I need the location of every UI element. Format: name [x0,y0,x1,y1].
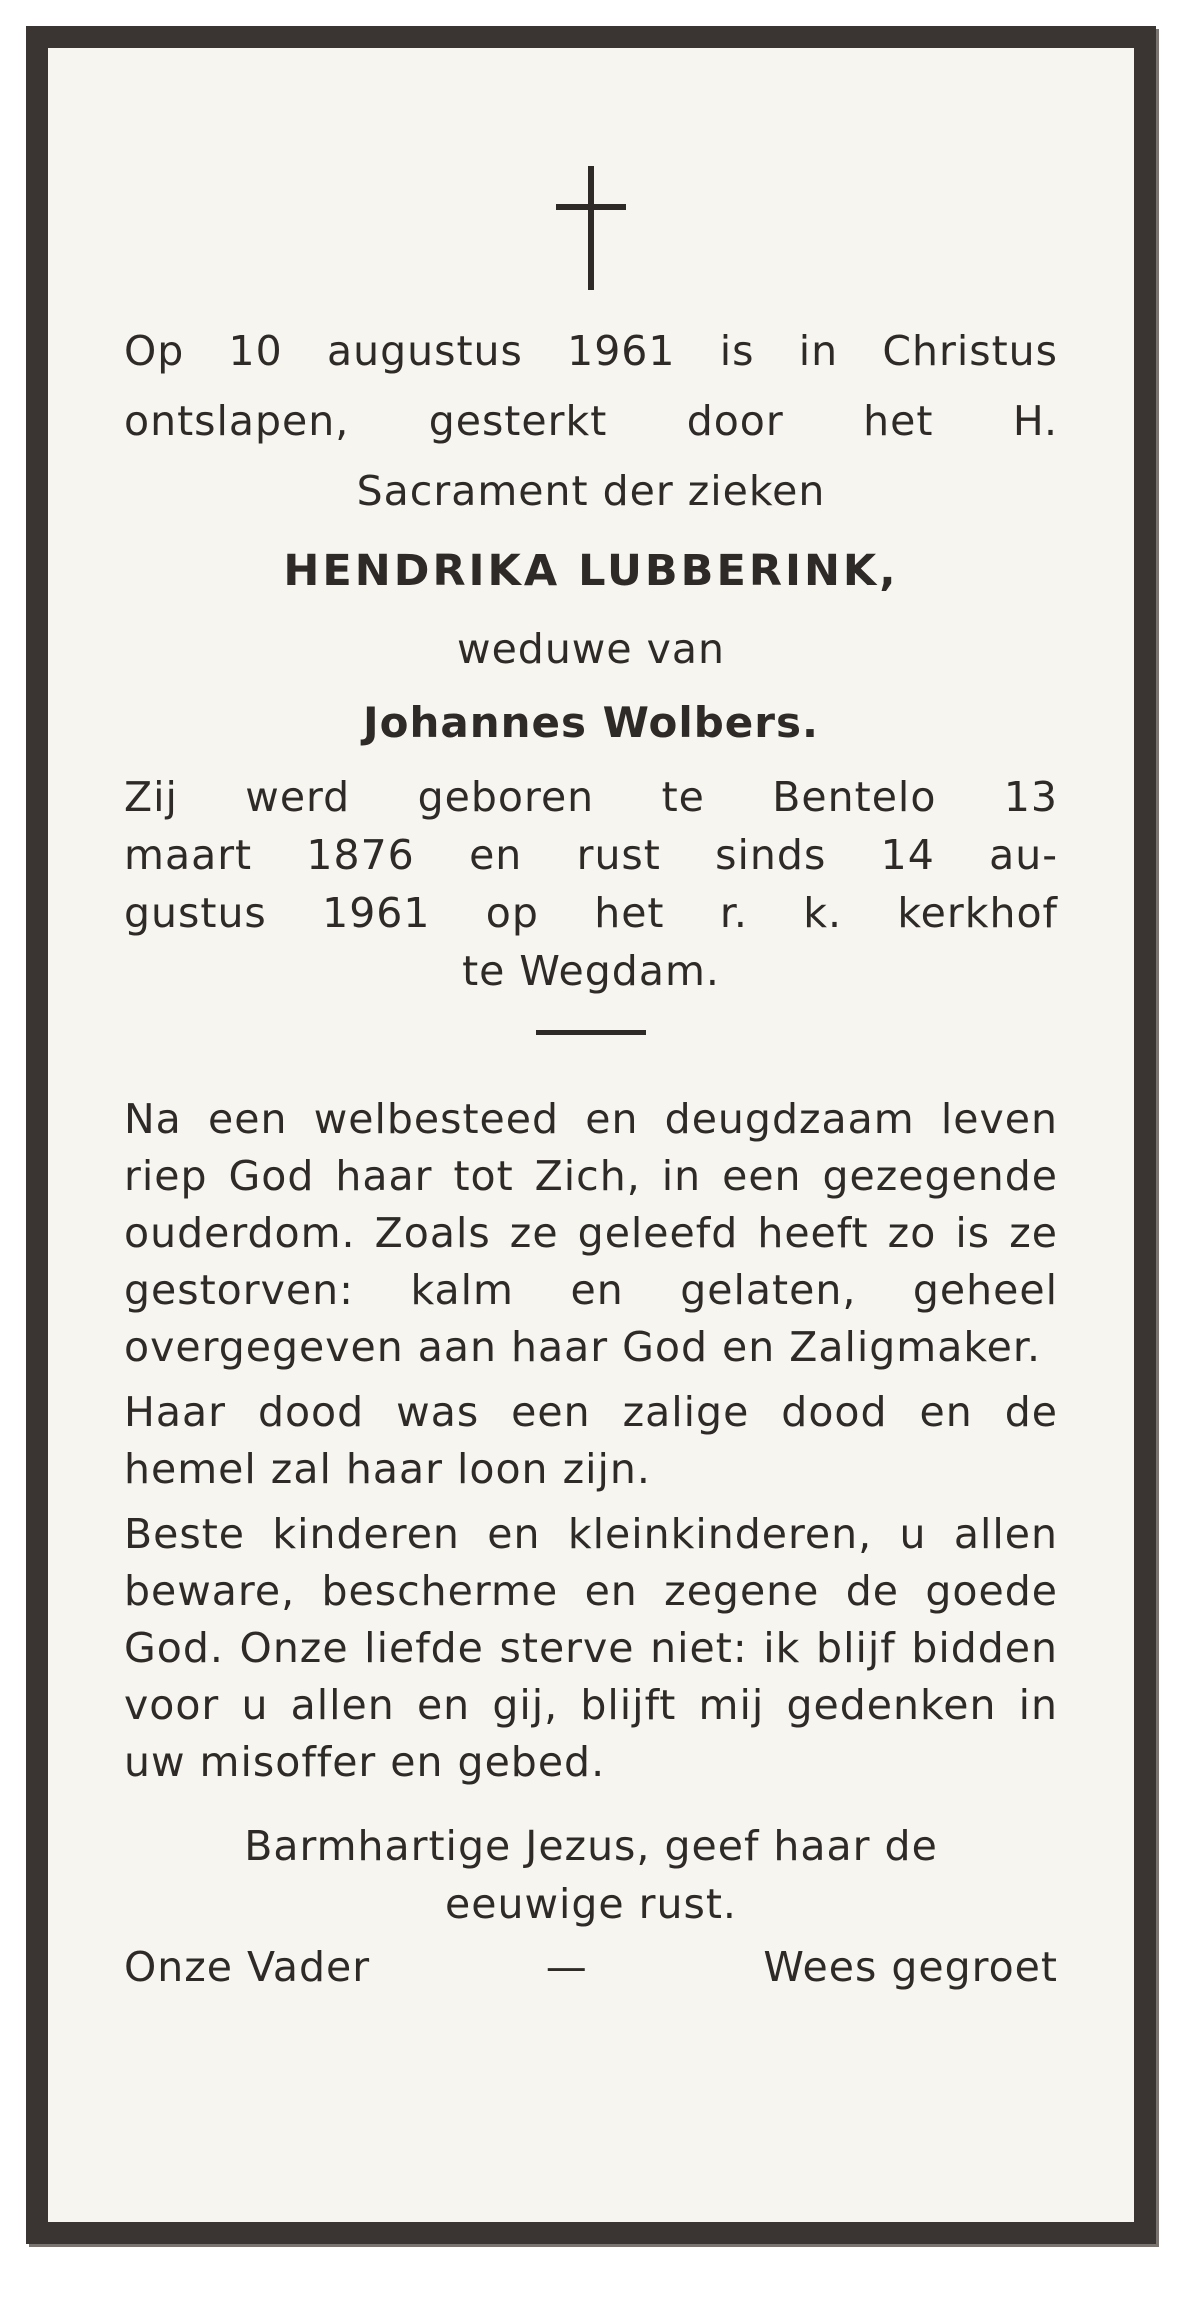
footer-dash: — [545,1943,588,1991]
birth-burial-line-4: te Wegdam. [462,947,720,995]
memorial-card [26,26,1156,2244]
husband-name: Johannes Wolbers. [363,698,819,747]
announcement-line-2: ontslapen, gesterkt door het H. [124,397,1058,445]
announcement [124,316,1058,526]
announcement-line-1: Op 10 augustus 1961 is in Christus [124,327,1058,375]
closing-prayer [124,1817,1058,1933]
card-text [124,316,1058,1999]
birth-burial-line-1: Zij werd geboren te Bentelo 13 [124,773,1058,821]
deceased-name: HENDRIKA LUBBERINK, [283,546,899,596]
paragraph-death: Haar dood was een zalige dood en de hemel zal haar loon zijn. [124,1388,1058,1493]
widow-of-label: weduwe van [457,625,725,673]
closing-prayer-line-1: Barmhartige Jezus, geef haar de [244,1822,938,1870]
footer-onze-vader: Onze Vader [124,1943,371,1991]
footer-prayers [124,1935,1058,1999]
divider-rule [536,1030,646,1035]
birth-burial [124,768,1058,1000]
paragraph-life: Na een welbesteed en deugdzaam leven riep God haar tot Zich, in een gezegende ouderdom. Zoals ze geleefd heeft zo is ze gestorven: kalm en gelaten, geheel overgegeven aan haar God en Zaligmaker. [124,1095,1058,1371]
footer-wees-gegroet: Wees gegroet [763,1943,1058,1991]
birth-burial-line-3: gustus 1961 op het r. k. kerkhof [124,889,1058,937]
birth-burial-line-2: maart 1876 en rust sinds 14 au- [124,831,1058,879]
latin-cross-icon [556,166,626,290]
announcement-line-3: Sacrament der zieken [356,467,826,515]
paragraph-children: Beste kinderen en kleinkinderen, u allen beware, bescherme en zegene de goede God. Onze liefde sterve niet: ik blijf bidden voor u allen en gij, blijft mij gedenken in uw misoffer en gebed. [124,1510,1058,1786]
closing-prayer-line-2: eeuwige rust. [445,1880,737,1928]
